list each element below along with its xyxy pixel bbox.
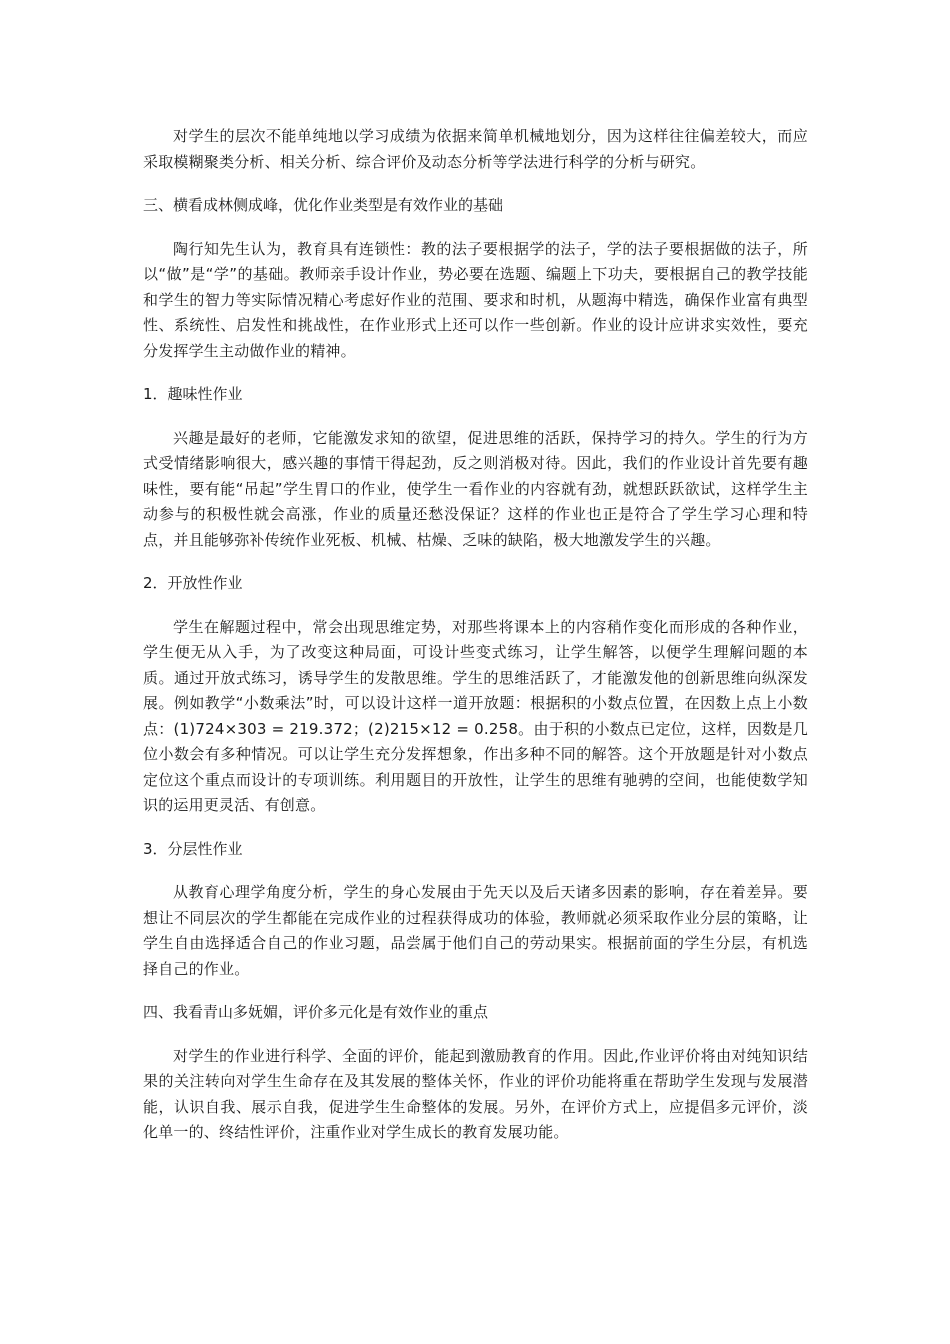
- paragraph-student-levels: 对学生的层次不能单纯地以学习成绩为依据来简单机械地划分，因为这样往往偏差较大，而应采取模糊聚类分析、相关分析、综合评价及动态分析等学法进行科学的分析与研究。: [143, 127, 808, 171]
- paragraph-interest: 兴趣是最好的老师，它能激发求知的欲望，促进思维的活跃，保持学习的持久。学生的行为方式受情绪影响很大，感兴趣的事情干得起劲，反之则消极对待。因此，我们的作业设计首先要有趣味性，要有能“吊起”学生胃口的作业，使学生一看作业的内容就有劲，就想跃跃欲试，这样学生主动参与的积极性就会高涨，作业的质量还愁没保证？这样的作业也正是符合了学生学习心理和特点，并且能够弥补传统作业死板、机械、枯燥、乏味的缺陷，极大地激发学生的兴趣。: [143, 428, 808, 549]
- paragraph-tao-xingzhi: 陶行知先生认为，教育具有连锁性：教的法子要根据学的法子，学的法子要根据做的法子，所以“做”是“学”的基础。教师亲手设计作业，势必要在选题、编题上下功夫，要根据自己的教学技能和学生的智力等实际情况精心考虑好作业的范围、要求和时机，从题海中精选，确保作业富有典型性、系统性、启发性和挑战性，在作业形式上还可以作一些创新。作业的设计应讲求实效性，要充分发挥学生主动做作业的精神。: [143, 239, 808, 360]
- subheading-layered-homework: 3．分层性作业: [143, 839, 243, 858]
- document-page: [143, 124, 808, 1164]
- section-heading-4: 四、我看青山多妩媚，评价多元化是有效作业的重点: [143, 1003, 489, 1021]
- paragraph-layered-homework: 从教育心理学角度分析，学生的身心发展由于先天以及后天诸多因素的影响，存在着差异。要想让不同层次的学生都能在完成作业的过程获得成功的体验，教师就必须采取作业分层的策略，让学生自由选择适合自己的作业习题，品尝属于他们自己的劳动果实。根据前面的学生分层，有机选择自己的作业。: [143, 883, 808, 978]
- subheading-interesting-homework: 1．趣味性作业: [143, 385, 243, 403]
- paragraph-open-homework: 学生在解题过程中，常会出现思维定势，对那些将课本上的内容稍作变化而形成的各种作业，学生便无从入手，为了改变这种局面，可设计些变式练习，让学生解答，以便学生理解问题的本质。通过开放式练习，诱导学生的发散思维。学生的思维活跃了，才能激发他的创新思维向纵深发展。例如教学“小数乘法”时，可以设计这样一道开放题：根据积的小数点位置，在因数上点上小数点：(1)724×303 = 219.372；(2)215×12 = 0.258。由于积的小数点已定位，这样，因数是几位小数会有多种情况。可以让学生充分发挥想象，作出多种不同的解答。这个开放题是针对小数点定位这个重点而设计的专项训练。利用题目的开放性，让学生的思维有驰骋的空间，也能使数学知识的运用更灵活、有创意。: [143, 617, 808, 814]
- subheading-open-homework: 2．开放性作业: [143, 574, 243, 592]
- paragraph-evaluation: 对学生的作业进行科学、全面的评价，能起到激励教育的作用。因此,作业评价将由对纯知识结果的关注转向对学生生命存在及其发展的整体关怀，作业的评价功能将重在帮助学生发现与发展潜能，认识自我、展示自我，促进学生生命整体的发展。另外，在评价方式上，应提倡多元评价，淡化单一的、终结性评价，注重作业对学生成长的教育发展功能。: [143, 1046, 808, 1141]
- section-heading-3: 三、横看成林侧成峰，优化作业类型是有效作业的基础: [143, 196, 504, 214]
